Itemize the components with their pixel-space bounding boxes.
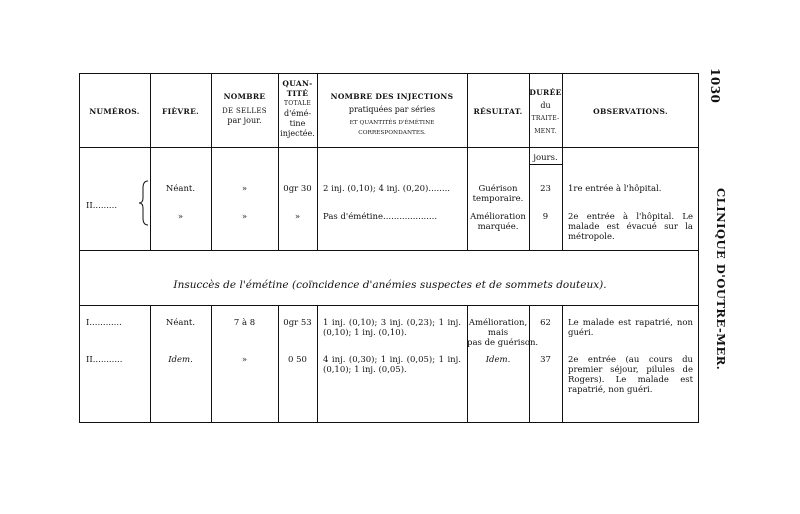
header-observations: OBSERVATIONS. bbox=[593, 107, 668, 116]
g1r2-selles: » bbox=[241, 212, 248, 222]
g1r2-resultat: Amélioration marquée. bbox=[470, 212, 526, 232]
section-rule-bottom bbox=[79, 305, 699, 306]
g2r2-injections: 4 inj. (0,30); 1 inj. (0,05); 1 inj. (0,10); 1 inj. (0,05). bbox=[323, 355, 461, 375]
g2r1-numero: I............ bbox=[86, 318, 122, 328]
header-duree: DURÉE du TRAITE- MENT. bbox=[529, 88, 562, 135]
g2r2-quantite: 0 50 bbox=[288, 355, 307, 365]
col-sep bbox=[150, 73, 151, 250]
col-sep bbox=[562, 73, 563, 250]
g1r1-resultat: Guérison temporaire. bbox=[472, 184, 524, 204]
g1r2-injections: Pas d'émétine.................... bbox=[323, 212, 438, 222]
duree-units-rule bbox=[529, 164, 562, 165]
g1r1-selles: » bbox=[241, 184, 248, 194]
section-title: Insuccès de l'émétine (coïncidence d'anémies suspectes et de sommets douteux). bbox=[173, 279, 607, 291]
g1r1-quantite: 0gr 30 bbox=[283, 184, 312, 194]
header-quantite: QUAN- TITÉ TOTALE d'émé- tine injectée. bbox=[280, 79, 315, 138]
g2r1-fievre: Néant. bbox=[165, 318, 196, 328]
g2r1-quantite: 0gr 53 bbox=[283, 318, 312, 328]
header-selles: NOMBRE DE SELLES par jour. bbox=[222, 92, 267, 125]
header-numeros: NUMÉROS. bbox=[89, 107, 140, 116]
g2r2-selles: » bbox=[241, 355, 248, 365]
col-sep bbox=[562, 305, 563, 423]
g1r1-fievre: Néant. bbox=[165, 184, 196, 194]
g1r2-quantite: » bbox=[294, 212, 301, 222]
g2r1-resultat: Amélioration, mais pas de guérison. bbox=[467, 318, 539, 348]
g1r2-fievre: » bbox=[177, 212, 184, 222]
duree-units: jours. bbox=[533, 153, 558, 163]
header-injections: NOMBRE DES INJECTIONS pratiquées par séries ET QUANTITÉS D'ÉMÉTINE CORRESPONDANTES. bbox=[330, 92, 454, 136]
g1r1-injections: 2 inj. (0,10); 4 inj. (0,20)........ bbox=[323, 184, 450, 194]
g2r1-selles: 7 à 8 bbox=[233, 318, 256, 328]
g2r1-duree: 62 bbox=[540, 318, 551, 328]
g1r1-duree: 23 bbox=[540, 184, 551, 194]
running-title: CLINIQUE D'OUTRE-MER. bbox=[714, 188, 728, 371]
page-number: 1030 bbox=[708, 68, 722, 104]
header-resultat: RÉSULTAT. bbox=[473, 107, 523, 116]
g2r2-observations: 2e entrée (au cours du premier séjour, pilules de Rogers). Le malade est rapatrié, non guéri. bbox=[568, 355, 693, 395]
g1r2-observations: 2e entrée à l'hôpital. Le malade est évacué sur la métropole. bbox=[568, 212, 693, 242]
g2r2-fievre: Idem. bbox=[168, 355, 193, 365]
g2r2-numero: II........... bbox=[86, 355, 123, 365]
g2r2-resultat: Idem. bbox=[485, 355, 511, 365]
section-rule-top bbox=[79, 250, 699, 251]
g2r1-injections: 1 inj. (0,10); 3 inj. (0,23); 1 inj. (0,10); 1 inj. (0,10). bbox=[323, 318, 461, 338]
group1-brace bbox=[138, 180, 150, 226]
g1r1-observations: 1re entrée à l'hôpital. bbox=[568, 184, 662, 194]
group1-numero: II......... bbox=[86, 201, 118, 211]
g2r2-duree: 37 bbox=[540, 355, 551, 365]
header-rule bbox=[79, 147, 699, 148]
g1r2-duree: 9 bbox=[542, 212, 549, 222]
col-sep bbox=[317, 305, 318, 423]
header-fievre: FIÈVRE. bbox=[161, 107, 200, 116]
g2r1-observations: Le malade est rapatrié, non guéri. bbox=[568, 318, 693, 338]
